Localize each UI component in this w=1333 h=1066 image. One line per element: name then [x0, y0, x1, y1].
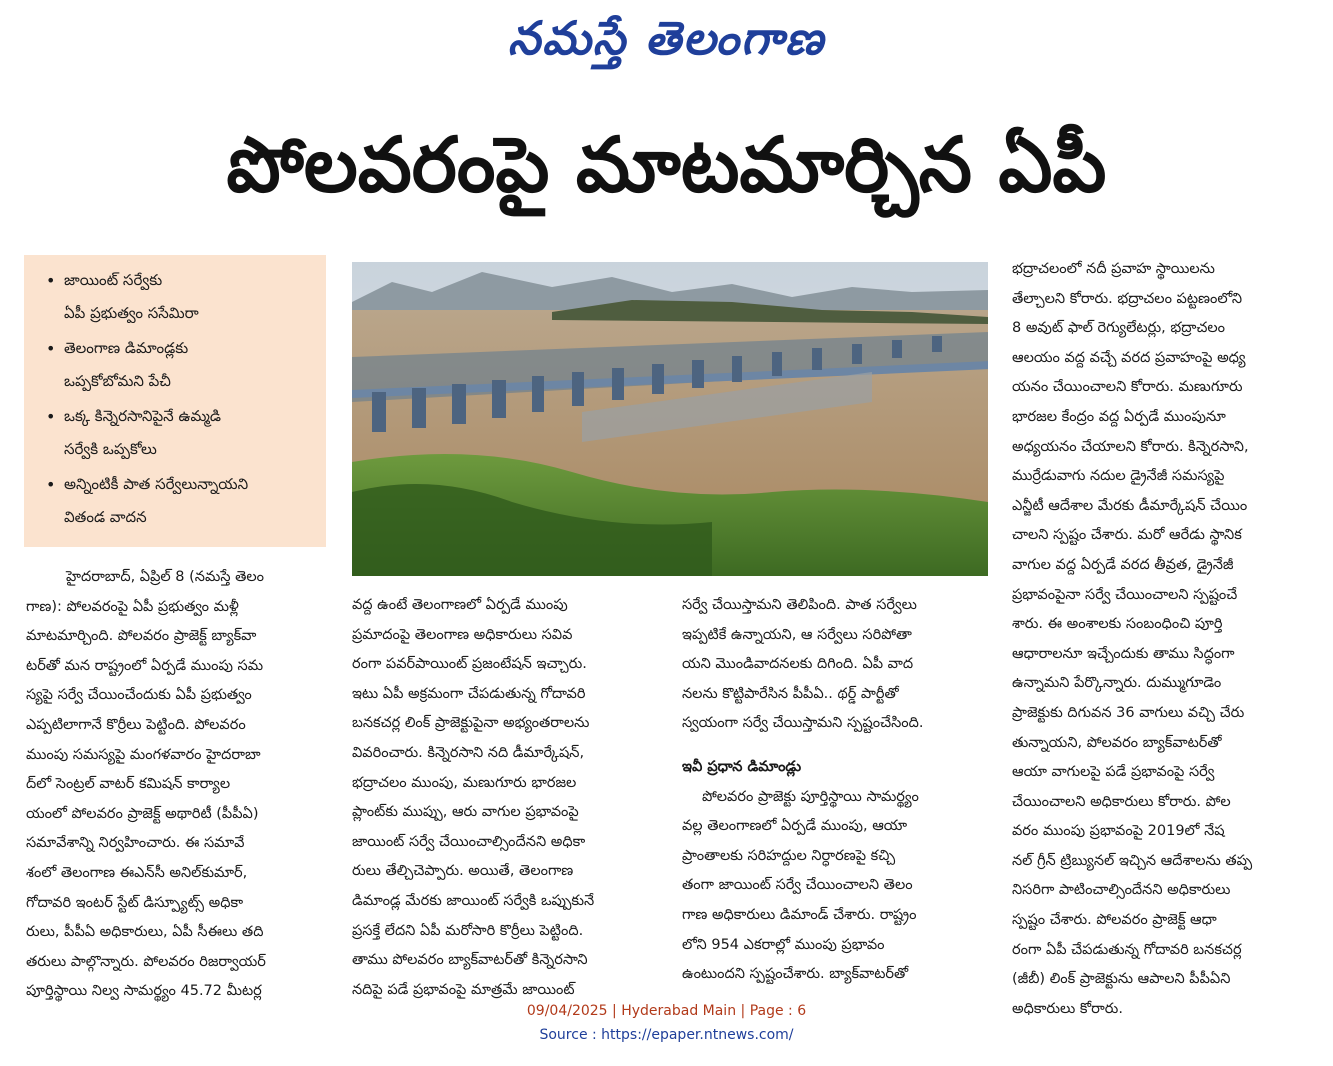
bullet-icon: • — [46, 271, 56, 290]
article-column-1 — [26, 563, 336, 1007]
text-line: లోని 954 ఎకరాల్లో ముంపు ప్రభావం — [682, 936, 885, 953]
text-line: శంలో తెలంగాణ ఈఎన్‌సీ అనిల్‌కుమార్, — [26, 864, 248, 881]
article-column-2 — [352, 591, 662, 1005]
text-line: ప్రాంతాలకు సరిహద్దుల నిర్ధారణపై కచ్చి — [682, 847, 896, 864]
text-line: స్వయంగా సర్వే చేయిస్తామని స్పష్టంచేసింది. — [682, 715, 924, 732]
text-line: ప్రాజెక్టుకు దిగువన 36 వాగులు వచ్చి చేరు — [1012, 704, 1245, 721]
text-line: గాణ అధికారులు డిమాండ్ చేశారు. రాష్ట్రం — [682, 906, 917, 923]
text-line: ముంపు సమస్యపై మంగళవారం హైదరాబా — [26, 746, 261, 763]
text-line: రులు తేల్చిచెప్పారు. అయితే, తెలంగాణ — [352, 863, 574, 880]
text-line: ఎన్జీటీ ఆదేశాల మేరకు డీమార్కేషన్ చేయిం — [1012, 497, 1248, 514]
text-line: 8 అవుట్ ఫాల్ రెగ్యులేటర్లు, భద్రాచలం — [1012, 320, 1226, 337]
text-line: వల్ల తెలంగాణలో ఏర్పడే ముంపు, ఆయా — [682, 818, 908, 835]
section-subheading: ఇవీ ప్రధాన డిమాండ్లు — [682, 758, 802, 775]
text-line: ప్రభావంపైనా సర్వే చేయించాలని స్పష్టంచే — [1012, 586, 1238, 603]
text-line: రంగా ఏపీ చేపడుతున్న గోదావరి బనకచర్ల — [1012, 941, 1242, 958]
text-line: సర్వే చేయిస్తామని తెలిపింది. పాత సర్వేలు — [682, 597, 917, 613]
text-line: భద్రాచలంలో నదీ ప్రవాహ స్థాయిలను — [1012, 261, 1215, 277]
highlight-line: జాయింట్ సర్వేకు — [64, 271, 163, 289]
text-line: గోదావరి ఇంటర్ స్టేట్ డిస్ప్యూట్స్ అధికా — [26, 894, 244, 911]
text-line: యంలో పోలవరం ప్రాజెక్ట్ అథారిటీ (పీపీఏ) — [26, 805, 259, 822]
text-line: వాగుల వద్ద ఏర్పడే వరద తీవ్రత, డ్రైనేజీ — [1012, 556, 1234, 573]
text-line: హైదరాబాద్, ఏప్రిల్ 8 (నమస్తే తెలం — [66, 569, 265, 585]
text-line: (జీబీ) లింక్ ప్రాజెక్టును ఆపాలని పీపీఏని — [1012, 971, 1231, 988]
text-line: యనం చేయించాలని కోరారు. మణుగూరు — [1012, 379, 1243, 396]
text-line: రులు, పీపీఏ అధికారులు, ఏపీ సీఈలు తది — [26, 924, 264, 941]
text-line: నదిపై పడే ప్రభావంపై మాత్రమే జాయింట్ — [352, 981, 575, 998]
text-line: డిమాండ్ల మేరకు జాయింట్ సర్వేకి ఒప్పుకునే — [352, 892, 595, 909]
text-line: భారజల కేంద్రం వద్ద ఏర్పడే ముంపునూ — [1012, 408, 1226, 425]
text-line: శారు. ఈ అంశాలకు సంబంధించి పూర్తి — [1012, 616, 1223, 633]
text-line: సమావేశాన్ని నిర్వహించారు. ఈ సమావే — [26, 835, 245, 852]
text-line: భద్రాచలం ముంపు, మణుగూరు భారజల — [352, 774, 577, 791]
text-line: ద్‌లో సెంట్రల్ వాటర్ కమిషన్ కార్యాల — [26, 776, 231, 793]
text-line: చేయించాలని అధికారులు కోరారు. పోల — [1012, 793, 1231, 810]
text-line: ఎప్పటిలాగానే కొర్రీలు పెట్టింది. పోలవరం — [26, 716, 246, 733]
text-line: స్యపై సర్వే చేయించేందుకు ఏపీ ప్రభుత్వం — [26, 687, 252, 704]
highlight-line: ఒక్క కిన్నెరసానిపైనే ఉమ్మడి — [64, 407, 221, 425]
text-line: పోలవరం ప్రాజెక్టు పూర్తిస్థాయి సామర్థ్యం — [702, 788, 919, 805]
text-line: వరం ముంపు ప్రభావంపై 2019లో నేష — [1012, 823, 1225, 840]
text-line: ఆయా వాగులపై పడే ప్రభావంపై సర్వే — [1012, 764, 1215, 781]
highlights-box — [24, 255, 326, 547]
text-line: ప్రమాదంపై తెలంగాణ అధికారులు సవివ — [352, 626, 573, 643]
text-line: తాము పోలవరం బ్యాక్‌వాటర్‌తో కిన్నెరసాని — [352, 952, 588, 969]
text-line: తేల్చాలని కోరారు. భద్రాచలం పట్టణంలోని — [1012, 290, 1243, 307]
article-column-3 — [682, 591, 992, 990]
page-title: పోలవరంపై మాటమార్చిన ఏపీ — [226, 120, 1107, 209]
text-line: ఉంటుందని స్పష్టంచేశారు. బ్యాక్‌వాటర్‌తో — [682, 966, 909, 983]
bullet-icon: • — [46, 339, 56, 358]
highlight-line: వితండ వాదన — [64, 508, 147, 526]
footer-source-link[interactable]: Source : https://epaper.ntnews.com/ — [539, 1027, 794, 1043]
highlight-line: ఒప్పకోబోమని పేచీ — [64, 372, 171, 390]
text-line: ప్లాంట్‌కు ముప్పు, ఆరు వాగుల ప్రభావంపై — [352, 804, 579, 821]
highlight-line: ఏపీ ప్రభుత్వం ససేమిరా — [64, 304, 199, 322]
text-line: జాయింట్ సర్వే చేయించాల్సిందేనని అధికా — [352, 833, 586, 850]
text-line: ఆలయం వద్ద వచ్చే వరద ప్రవాహంపై అధ్య — [1012, 349, 1246, 366]
text-line: వివరించారు. కిన్నెరసాని నది డీమార్కేషన్, — [352, 744, 585, 761]
highlight-line: తెలంగాణ డిమాండ్లకు — [64, 339, 189, 357]
text-line: గాణ): పోలవరంపై ఏపీ ప్రభుత్వం మళ్లీ — [26, 598, 239, 615]
text-line: ఉన్నామని పేర్కొన్నారు. దుమ్ముగూడెం — [1012, 675, 1222, 692]
text-line: ఆధారాలనూ ఇచ్చేందుకు తాము సిద్ధంగా — [1012, 645, 1235, 662]
footer-edition-info: 09/04/2025 | Hyderabad Main | Page : 6 — [526, 1003, 807, 1019]
text-line: టర్‌తో మన రాష్ట్రంలో ఏర్పడే ముంపు సమ — [26, 657, 264, 674]
text-line: నల్ గ్రీన్ ట్రిబ్యునల్ ఇచ్చిన ఆదేశాలను తప్ప — [1012, 852, 1253, 869]
highlight-line: అన్నింటికీ పాత సర్వేలున్నాయని — [64, 475, 249, 493]
text-line: నిసరిగా పాటించాల్సిందేనని అధికారులు — [1012, 882, 1231, 899]
masthead-logo: నమస్తే తెలంగాణ — [507, 11, 826, 65]
text-line: తరులు పాల్గొన్నారు. పోలవరం రిజర్వాయర్ — [26, 953, 266, 970]
text-line: తున్నాయని, పోలవరం బ్యాక్‌వాటర్‌తో — [1012, 734, 1222, 751]
text-line: నలను కొట్టిపారేసిన పీపీఏ.. థర్డ్ పార్టీతో — [682, 685, 899, 702]
text-line: రంగా పవర్‌పాయింట్ ప్రజంటేషన్ ఇచ్చారు. — [352, 656, 587, 673]
text-line: ముర్రేడువాగు నదుల డ్రైనేజీ సమస్యపై — [1012, 468, 1225, 485]
bullet-icon: • — [46, 475, 56, 494]
dam-photo-illustration — [352, 262, 988, 576]
dam-photo — [352, 262, 988, 576]
text-line: ప్రసక్తే లేదని ఏపీ మరోసారి కొర్రీలు పెట్టింది. — [352, 922, 584, 939]
bullet-icon: • — [46, 407, 56, 426]
text-line: యని మొండివాదనలకు దిగింది. ఏపీ వాద — [682, 656, 914, 673]
text-line: చాలని స్పష్టం చేశారు. మరో ఆరేడు స్థానిక — [1012, 527, 1242, 544]
text-line: అధికారులు కోరారు. — [1012, 1000, 1123, 1017]
text-line: స్పష్టం చేశారు. పోలవరం ప్రాజెక్ట్ ఆధా — [1012, 912, 1217, 929]
text-line: అధ్యయనం చేయాలని కోరారు. కిన్నెరసాని, — [1012, 438, 1249, 455]
text-line: పూర్తిస్థాయి నిల్వ సామర్థ్యం 45.72 మీటర్ల — [26, 983, 262, 1000]
text-line: ఇటు ఏపీ అక్రమంగా చేపడుతున్న గోదావరి — [352, 685, 586, 702]
text-line: ఇప్పటికే ఉన్నాయని, ఆ సర్వేలు సరిపోతా — [682, 626, 912, 643]
highlight-line: సర్వేకి ఒప్పకోలు — [64, 440, 157, 458]
text-line: మాటమార్చింది. పోలవరం ప్రాజెక్ట్ బ్యాక్‌వా — [26, 628, 257, 645]
text-line: వద్ద ఉంటే తెలంగాణలో ఏర్పడే ముంపు — [352, 597, 568, 613]
text-line: తంగా జాయింట్ సర్వే చేయించాలని తెలం — [682, 877, 913, 894]
text-line: బనకచర్ల లింక్ ప్రాజెక్టుపైనా అభ్యంతరాలను — [352, 715, 590, 732]
article-column-4 — [1012, 255, 1322, 1024]
